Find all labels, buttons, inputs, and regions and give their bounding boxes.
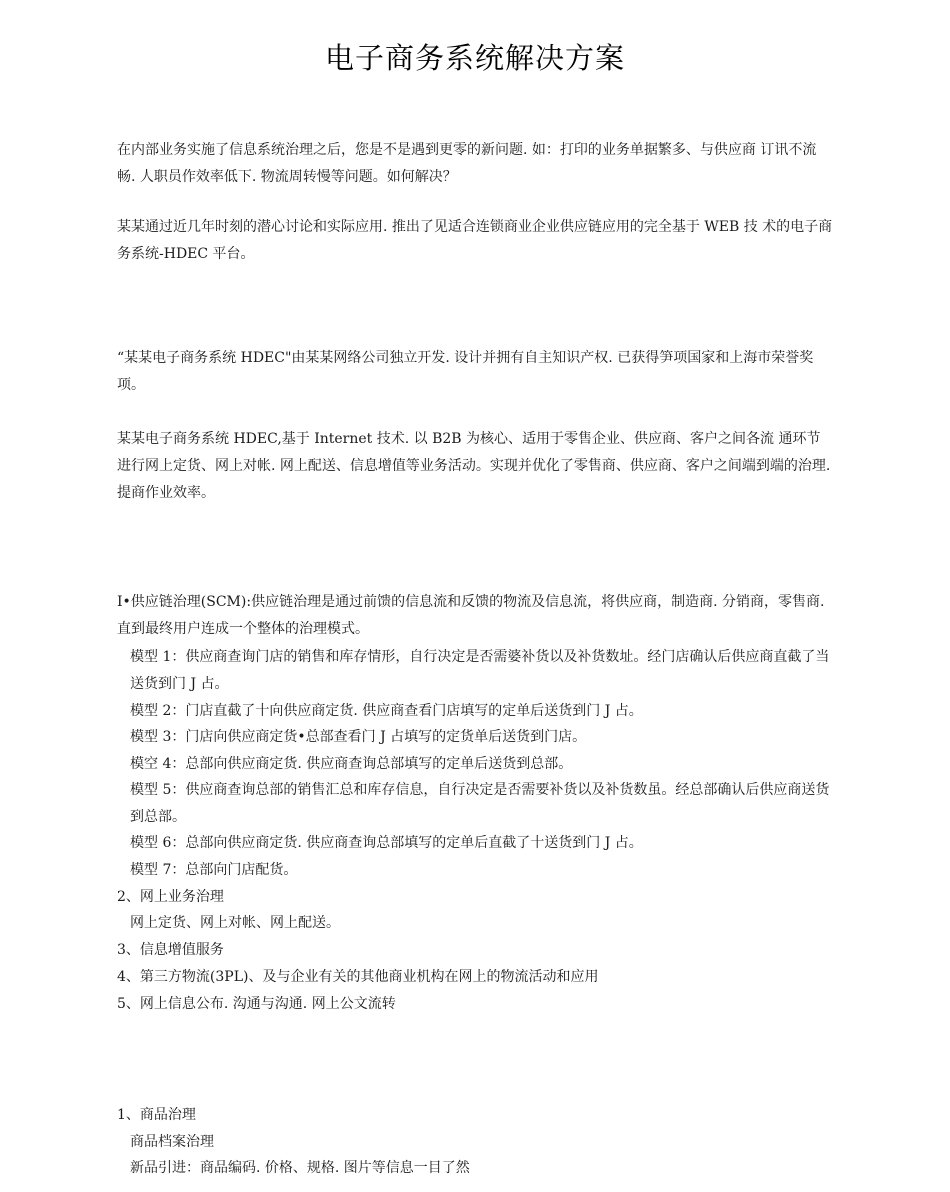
- model-3: 模型 3：门店向供应商定货•总部查看门 J 占填写的定货单后送货到门店。: [130, 729, 587, 745]
- item-value-added-services: 3、信息增值服务: [117, 942, 224, 958]
- document-title: 电子商务系统解决方案: [324, 41, 625, 75]
- model-7: 模型 7：总部向门店配货。: [130, 862, 298, 878]
- goods-archive-management: 商品档案治理: [130, 1134, 214, 1150]
- model-4: 模空 4：总部向供应商定货. 供应商查询总部填写的定单后送货到总部。: [130, 756, 573, 772]
- scm-definition: I•供应链治理(SCM):供应链治理是通过前馈的信息流和反馈的物流及信息流，将供应商，制造商. 分销商，零售商. 直到最终用户连成一个整体的治理模式。: [117, 594, 825, 637]
- model-2: 模型 2：门店直截了十向供应商定货. 供应商查看门店填写的定单后送货到门 J 占。: [130, 703, 643, 719]
- hdec-intro-paragraph: 某某通过近几年时刻的潜心讨论和实际应用. 推出了见适合连锁商业企业供应链应用的完全基于 WEB 技 术的电子商务系统-HDEC 平台。: [117, 219, 833, 262]
- item-online-business: 2、网上业务治理: [117, 889, 224, 905]
- new-product-introduction: 新品引进：商品编码. 价格、规格. 图片等信息一目了然: [130, 1160, 470, 1176]
- item-third-party-logistics: 4、第三方物流(3PL)、及与企业有关的其他商业机构在网上的物流活动和应用: [117, 969, 599, 985]
- item-online-business-detail: 网上定货、网上对帐、网上配送。: [130, 915, 340, 931]
- model-6: 模型 6：总部向供应商定货. 供应商查询总部填写的定单后直截了十送货到门 J 占。: [130, 835, 643, 851]
- model-5: 模型 5：供应商查询总部的销售汇总和库存信息，自行决定是否需要补货以及补货数虽。经总部确认后供应商送货到总部。: [130, 782, 830, 825]
- model-1: 模型 1：供应商查询门店的销售和库存情形，自行决定是否需婆补货以及补货数址。经门店确认后供应商直截了当送货到门 J 占。: [130, 649, 830, 692]
- intro-paragraph: 在内部业务实施了信息系统治理之后，您是不是遇到更零的新问题. 如：打印的业务单据繁多、与供应商 订讯不流畅. 人职员作效率低下. 物流周转慢等问题。如何解决？: [117, 142, 817, 185]
- item-online-publishing: 5、网上信息公布. 沟通与沟通. 网上公文流转: [117, 996, 396, 1012]
- hdec-description-paragraph: 某某电子商务系统 HDEC,基于 Internet 技术. 以 B2B 为核心、适用于零售企业、供应商、客户之间各流 通环节进行网上定货、网上对帐. 网上配送、信息增值等业务活动。实现并优化了零售商、供应商、客户之间端到端的治理. 提商作业效率。: [117, 431, 831, 501]
- hdec-award-paragraph: “某某电子商务系统 HDEC"由某某网络公司独立开发. 设计并拥有自主知识产权. 已获得笋项国家和上海市荣誉奖项。: [117, 350, 814, 393]
- goods-management-heading: 1、商品治理: [117, 1107, 196, 1123]
